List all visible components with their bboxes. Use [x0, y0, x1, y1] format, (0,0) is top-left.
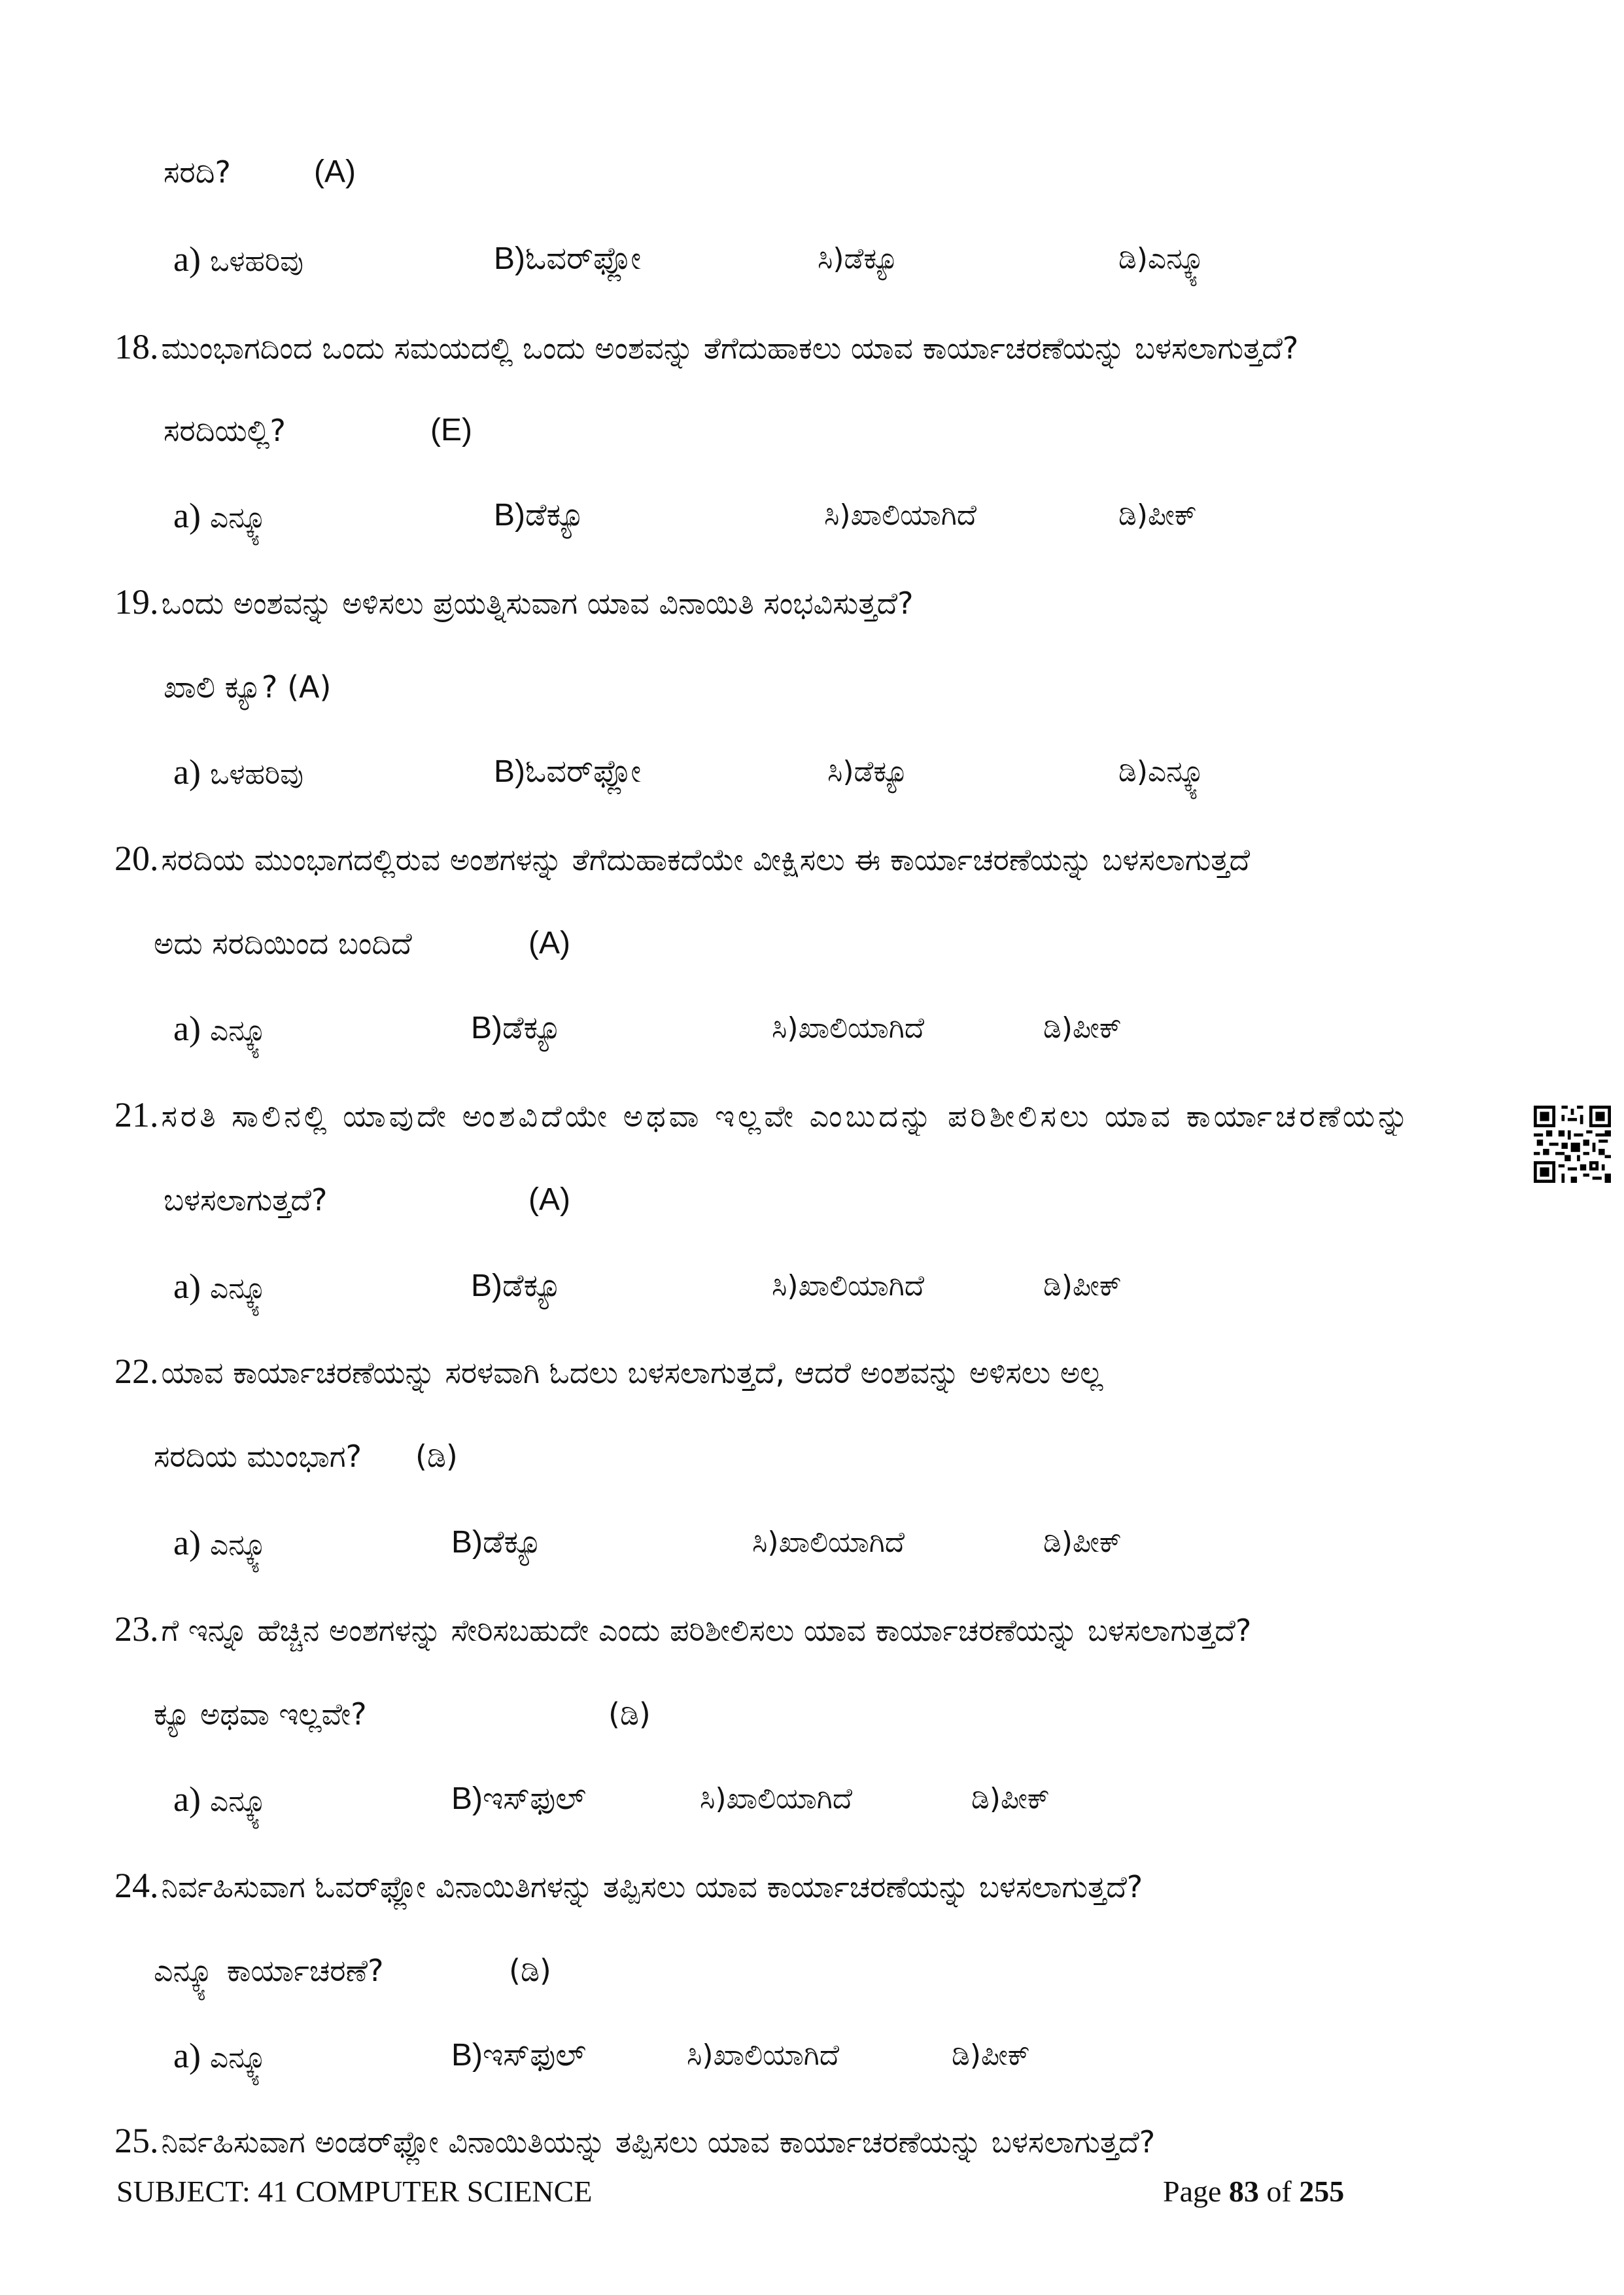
question-number: 23. [114, 1609, 159, 1649]
question-text: ಮುಂಭಾಗದಿಂದ ಒಂದು ಸಮಯದಲ್ಲಿ ಒಂದು ಅಂಶವನ್ನು ತೆಗೆದುಹಾಕಲು ಯಾವ ಕಾರ್ಯಾಚರಣೆಯನ್ನು ಬಳಸಲಾಗುತ್ತದೆ? [161, 330, 1299, 366]
question-17-continuation: ಸರದಿ? [164, 154, 231, 190]
of-word: of [1266, 2175, 1292, 2208]
option-a-label: a) [173, 2036, 201, 2075]
question-18-continuation: ಸರದಿಯಲ್ಲಿ? [164, 413, 286, 448]
question-20-option-d: ಡಿ)ಪೀಕ್ [1043, 1011, 1122, 1045]
footer-page-number [1163, 2172, 1344, 2211]
question-17-option-c: ಸಿ)ಡೆಕ್ಯೂ [818, 242, 899, 275]
question-20-answer: (A) [528, 926, 570, 960]
question-21-option-b: B)ಡೆಕ್ಯೂ [471, 1269, 562, 1303]
option-a-text: ಎನ್ಕ್ಯೂ [209, 1785, 271, 1818]
question-number: 24. [114, 1866, 159, 1905]
option-a-text: ಎನ್ಕ್ಯೂ [209, 501, 271, 534]
option-a-label: a) [173, 496, 201, 535]
question-number: 20. [114, 839, 159, 878]
question-18-answer: (E) [430, 413, 472, 447]
option-a-label: a) [173, 752, 201, 792]
question-21-continuation: ಬಳಸಲಾಗುತ್ತದೆ? [164, 1182, 328, 1218]
question-22-option-d: ಡಿ)ಪೀಕ್ [1043, 1526, 1122, 1559]
question-24-answer: (ಡಿ) [509, 1953, 551, 1988]
question-number: 19. [114, 582, 159, 622]
question-23-option-d: ಡಿ)ಪೀಕ್ [971, 1782, 1050, 1815]
footer-subject: SUBJECT: 41 COMPUTER SCIENCE [116, 2175, 593, 2208]
question-text: ನಿರ್ವಹಿಸುವಾಗ ಅಂಡರ್‌ಫ್ಲೋ ವಿನಾಯಿತಿಯನ್ನು ತಪ್ಪಿಸಲು ಯಾವ ಕಾರ್ಯಾಚರಣೆಯನ್ನು ಬಳಸಲಾಗುತ್ತದೆ? [161, 2124, 1156, 2160]
question-22-option-a [173, 1523, 271, 1565]
question-22 [114, 1352, 1103, 1392]
question-19 [114, 582, 914, 623]
current-page: 83 [1228, 2175, 1259, 2208]
option-a-label: a) [173, 1009, 201, 1048]
question-number: 22. [114, 1352, 159, 1391]
question-text: ನಿರ್ವಹಿಸುವಾಗ ಓವರ್‌ಫ್ಲೋ ವಿನಾಯಿತಿಗಳನ್ನು ತಪ್ಪಿಸಲು ಯಾವ ಕಾರ್ಯಾಚರಣೆಯನ್ನು ಬಳಸಲಾಗುತ್ತದೆ? [161, 1869, 1143, 1904]
question-text: ಯಾವ ಕಾರ್ಯಾಚರಣೆಯನ್ನು ಸರಳವಾಗಿ ಓದಲು ಬಳಸಲಾಗುತ್ತದೆ, ಆದರೆ ಅಂಶವನ್ನು ಅಳಿಸಲು ಅಲ್ಲ [161, 1355, 1103, 1390]
option-a-label: a) [173, 1523, 201, 1562]
question-23-option-c: ಸಿ)ಖಾಲಿಯಾಗಿದೆ [700, 1782, 853, 1815]
question-19-option-c: ಸಿ)ಡೆಕ್ಯೂ [827, 755, 909, 788]
question-21-option-d: ಡಿ)ಪೀಕ್ [1043, 1269, 1122, 1303]
question-22-option-b: B)ಡೆಕ್ಯೂ [451, 1525, 543, 1560]
option-a-text: ಎನ್ಕ್ಯೂ [209, 1528, 271, 1562]
page-word: Page [1163, 2175, 1222, 2208]
question-18-option-d: ಡಿ)ಪೀಕ್ [1118, 499, 1197, 532]
question-text: ಒಂದು ಅಂಶವನ್ನು ಅಳಿಸಲು ಪ್ರಯತ್ನಿಸುವಾಗ ಯಾವ ವಿನಾಯಿತಿ ಸಂಭವಿಸುತ್ತದೆ? [161, 586, 914, 621]
question-23-option-b: B)ಇಸ್‌ಫುಲ್ [451, 1781, 586, 1816]
question-18-option-c: ಸಿ)ಖಾಲಿಯಾಗಿದೆ [824, 499, 977, 532]
question-22-answer: (ಡಿ) [415, 1439, 458, 1474]
question-text: ಸರದಿಯ ಮುಂಭಾಗದಲ್ಲಿರುವ ಅಂಶಗಳನ್ನು ತೆಗೆದುಹಾಕದೆಯೇ ವೀಕ್ಷಿಸಲು ಈ ಕಾರ್ಯಾಚರಣೆಯನ್ನು ಬಳಸಲಾಗುತ್ತದೆ [161, 842, 1251, 877]
question-17-option-a [173, 239, 303, 281]
question-24-continuation: ಎನ್ಕ್ಯೂ ಕಾರ್ಯಾಚರಣೆ? [154, 1953, 384, 1988]
question-17-option-d: ಡಿ)ಎನ್ಕ್ಯೂ [1118, 242, 1209, 275]
question-25 [114, 2121, 1155, 2162]
option-a-text: ಎನ್ಕ್ಯೂ [209, 2041, 271, 2075]
option-a-text: ಎನ್ಕ್ಯೂ [209, 1272, 271, 1305]
option-a-text: ಒಳಹರಿವು [209, 758, 303, 791]
question-18-option-a [173, 496, 271, 538]
question-23-answer: (ಡಿ) [608, 1696, 651, 1732]
option-a-text: ಎನ್ಕ್ಯೂ [209, 1014, 271, 1047]
question-24-option-a [173, 2036, 271, 2078]
question-21-answer: (A) [528, 1182, 570, 1217]
question-19-continuation: ಖಾಲಿ ಕ್ಯೂ? (A) [164, 669, 332, 705]
question-22-option-c: ಸಿ)ಖಾಲಿಯಾಗಿದೆ [752, 1526, 905, 1559]
question-18 [114, 327, 1298, 368]
question-21-option-a [173, 1267, 271, 1308]
question-24-option-b: B)ಇಸ್‌ಫುಲ್ [451, 2038, 586, 2073]
question-text: ಸರತಿ ಸಾಲಿನಲ್ಲಿ ಯಾವುದೇ ಅಂಶವಿದೆಯೇ ಅಥವಾ ಇಲ್ಲವೇ ಎಂಬುದನ್ನು ಪರಿಶೀಲಿಸಲು ಯಾವ ಕಾರ್ಯಾಚರಣೆಯನ್ನು [161, 1098, 1412, 1134]
question-20 [114, 839, 1250, 879]
option-a-label: a) [173, 1779, 201, 1819]
option-a-text: ಒಳಹರಿವು [209, 245, 303, 278]
question-20-option-c: ಸಿ)ಖಾಲಿಯಾಗಿದೆ [772, 1011, 925, 1045]
question-22-continuation: ಸರದಿಯ ಮುಂಭಾಗ? [154, 1439, 362, 1474]
question-24 [114, 1866, 1143, 1906]
question-24-option-c: ಸಿ)ಖಾಲಿಯಾಗಿದೆ [687, 2039, 840, 2072]
question-23 [114, 1609, 1251, 1650]
question-20-continuation: ಅದು ಸರದಿಯಿಂದ ಬಂದಿದೆ [154, 926, 412, 961]
question-21 [114, 1095, 1530, 1136]
question-19-option-b: B)ಓವರ್‌ಫ್ಲೋ [494, 754, 642, 789]
option-a-label: a) [173, 1267, 201, 1306]
question-17-option-b: B)ಓವರ್‌ಫ್ಲೋ [494, 241, 642, 276]
question-18-option-b: B)ಡೆಕ್ಯೂ [494, 498, 585, 533]
question-17-answer: (A) [314, 154, 356, 189]
qr-code-icon [1534, 1106, 1611, 1183]
question-19-option-a [173, 752, 303, 794]
question-number: 25. [114, 2121, 159, 2160]
question-number: 18. [114, 327, 159, 366]
question-19-option-d: ಡಿ)ಎನ್ಕ್ಯೂ [1118, 755, 1209, 788]
question-23-option-a [173, 1779, 271, 1821]
question-24-option-d: ಡಿ)ಪೀಕ್ [952, 2039, 1030, 2072]
option-a-label: a) [173, 239, 201, 279]
question-23-continuation: ಕ್ಯೂ ಅಥವಾ ಇಲ್ಲವೇ? [154, 1696, 367, 1732]
total-pages: 255 [1299, 2175, 1345, 2208]
question-21-option-c: ಸಿ)ಖಾಲಿಯಾಗಿದೆ [772, 1269, 925, 1303]
question-text: ಗೆ ಇನ್ನೂ ಹೆಚ್ಚಿನ ಅಂಶಗಳನ್ನು ಸೇರಿಸಬಹುದೇ ಎಂದು ಪರಿಶೀಲಿಸಲು ಯಾವ ಕಾರ್ಯಾಚರಣೆಯನ್ನು ಬಳಸಲಾಗುತ್ತದೆ? [161, 1613, 1252, 1648]
question-20-option-a [173, 1009, 271, 1051]
question-number: 21. [114, 1095, 159, 1134]
question-20-option-b: B)ಡೆಕ್ಯೂ [471, 1011, 562, 1045]
